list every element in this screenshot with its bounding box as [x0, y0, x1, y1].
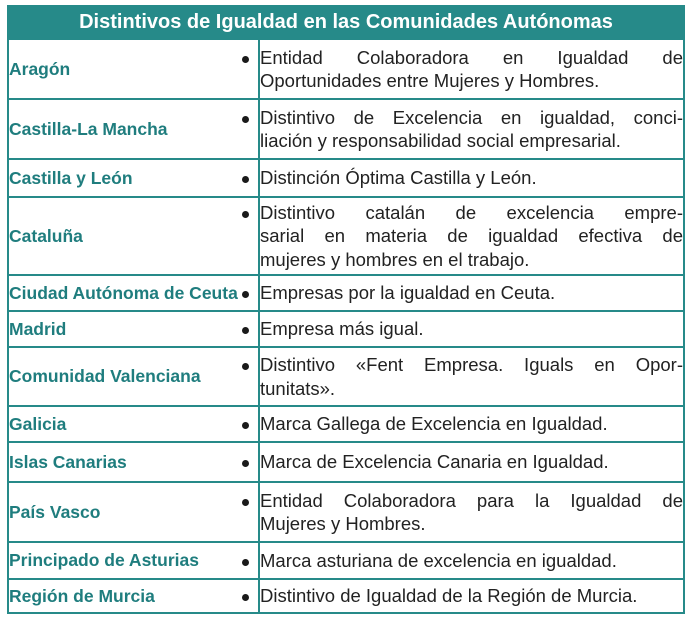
region-name: Castilla-La Mancha: [8, 99, 259, 159]
description-line: Distintivo de Excelencia en igualdad, conci-: [260, 106, 683, 128]
distinction-description: [260, 412, 683, 436]
table-row: [8, 39, 684, 99]
distinction-cell: [259, 275, 684, 311]
table-row: [8, 311, 684, 347]
distinction-description: [260, 46, 683, 93]
description-line: Entidad Colaboradora en Igualdad de: [260, 46, 683, 68]
bullet-icon: [242, 363, 249, 370]
bullet-icon: [242, 499, 249, 506]
distinction-description: [260, 549, 683, 573]
distinction-description: [260, 281, 683, 305]
region-name: País Vasco: [8, 482, 259, 542]
table-row: [8, 482, 684, 542]
description-line: liación y responsabilidad social empresarial.: [260, 130, 621, 151]
distinction-description: [260, 166, 683, 190]
description-line: Empresas por la igualdad en Ceuta.: [260, 282, 556, 304]
table-row: [8, 347, 684, 406]
description-line: Entidad Colaboradora para la Igualdad de: [260, 489, 683, 511]
distinction-cell: [259, 347, 684, 406]
distinction-cell: [259, 39, 684, 99]
distinction-cell: [259, 159, 684, 197]
region-name: Comunidad Valenciana: [8, 347, 259, 406]
table-row: [8, 99, 684, 159]
table-row: [8, 542, 684, 579]
bullet-icon: [242, 116, 249, 123]
description-line: Marca Gallega de Excelencia en Igualdad.: [260, 413, 608, 435]
bullet-icon: [242, 56, 249, 63]
description-line: Distintivo de Igualdad de la Región de Murcia.: [260, 585, 638, 607]
description-line: Marca asturiana de excelencia en igualdad.: [260, 549, 617, 571]
description-line: Mujeres y Hombres.: [260, 513, 426, 534]
distinction-description: [260, 450, 683, 474]
region-name: Islas Canarias: [8, 442, 259, 482]
table-row: [8, 159, 684, 197]
table-row: [8, 442, 684, 482]
description-line: Distintivo «Fent Empresa. Iguals en Opor-: [260, 354, 683, 375]
description-line: Empresa más igual.: [260, 318, 424, 340]
distinction-cell: [259, 482, 684, 542]
distinction-description: [260, 201, 683, 272]
distinction-cell: [259, 579, 684, 613]
region-name: Cataluña: [8, 197, 259, 275]
distinction-description: [260, 489, 683, 536]
table-row: [8, 579, 684, 613]
region-name: Galicia: [8, 406, 259, 442]
distinctions-table: [7, 5, 685, 614]
region-name: Aragón: [8, 39, 259, 99]
bullet-icon: [242, 211, 249, 218]
region-name: Principado de Asturias: [8, 542, 259, 579]
table-row: [8, 275, 684, 311]
region-name: Madrid: [8, 311, 259, 347]
description-line: Marca de Excelencia Canaria en Igualdad.: [260, 451, 609, 473]
table-row: [8, 406, 684, 442]
description-line: sarial en materia de igualdad efectiva de: [260, 225, 683, 247]
bullet-icon: [242, 559, 249, 566]
distinction-description: [260, 106, 683, 153]
region-name: Ciudad Autónoma de Ceuta: [8, 275, 259, 311]
description-line: Distinción Óptima Castilla y León.: [260, 167, 537, 189]
distinction-description: [260, 584, 683, 608]
distinction-description: [260, 353, 683, 400]
table-header-row: [8, 6, 684, 39]
distinction-cell: [259, 311, 684, 347]
distinction-cell: [259, 542, 684, 579]
description-line: tunitats».: [260, 377, 336, 399]
region-name: Castilla y León: [8, 159, 259, 197]
distinction-cell: [259, 406, 684, 442]
region-name: Región de Murcia: [8, 579, 259, 613]
description-line: Oportunidades entre Mujeres y Hombres.: [260, 70, 600, 91]
description-line: mujeres y hombres en el trabajo.: [260, 248, 530, 270]
distinction-description: [260, 317, 683, 341]
distinction-cell: [259, 99, 684, 159]
distinction-cell: [259, 442, 684, 482]
distinction-cell: [259, 197, 684, 275]
table-title: Distintivos de Igualdad en las Comunidades Autónomas: [8, 6, 684, 39]
table-row: [8, 197, 684, 275]
description-line: Distintivo catalán de excelencia empre-: [260, 201, 683, 223]
